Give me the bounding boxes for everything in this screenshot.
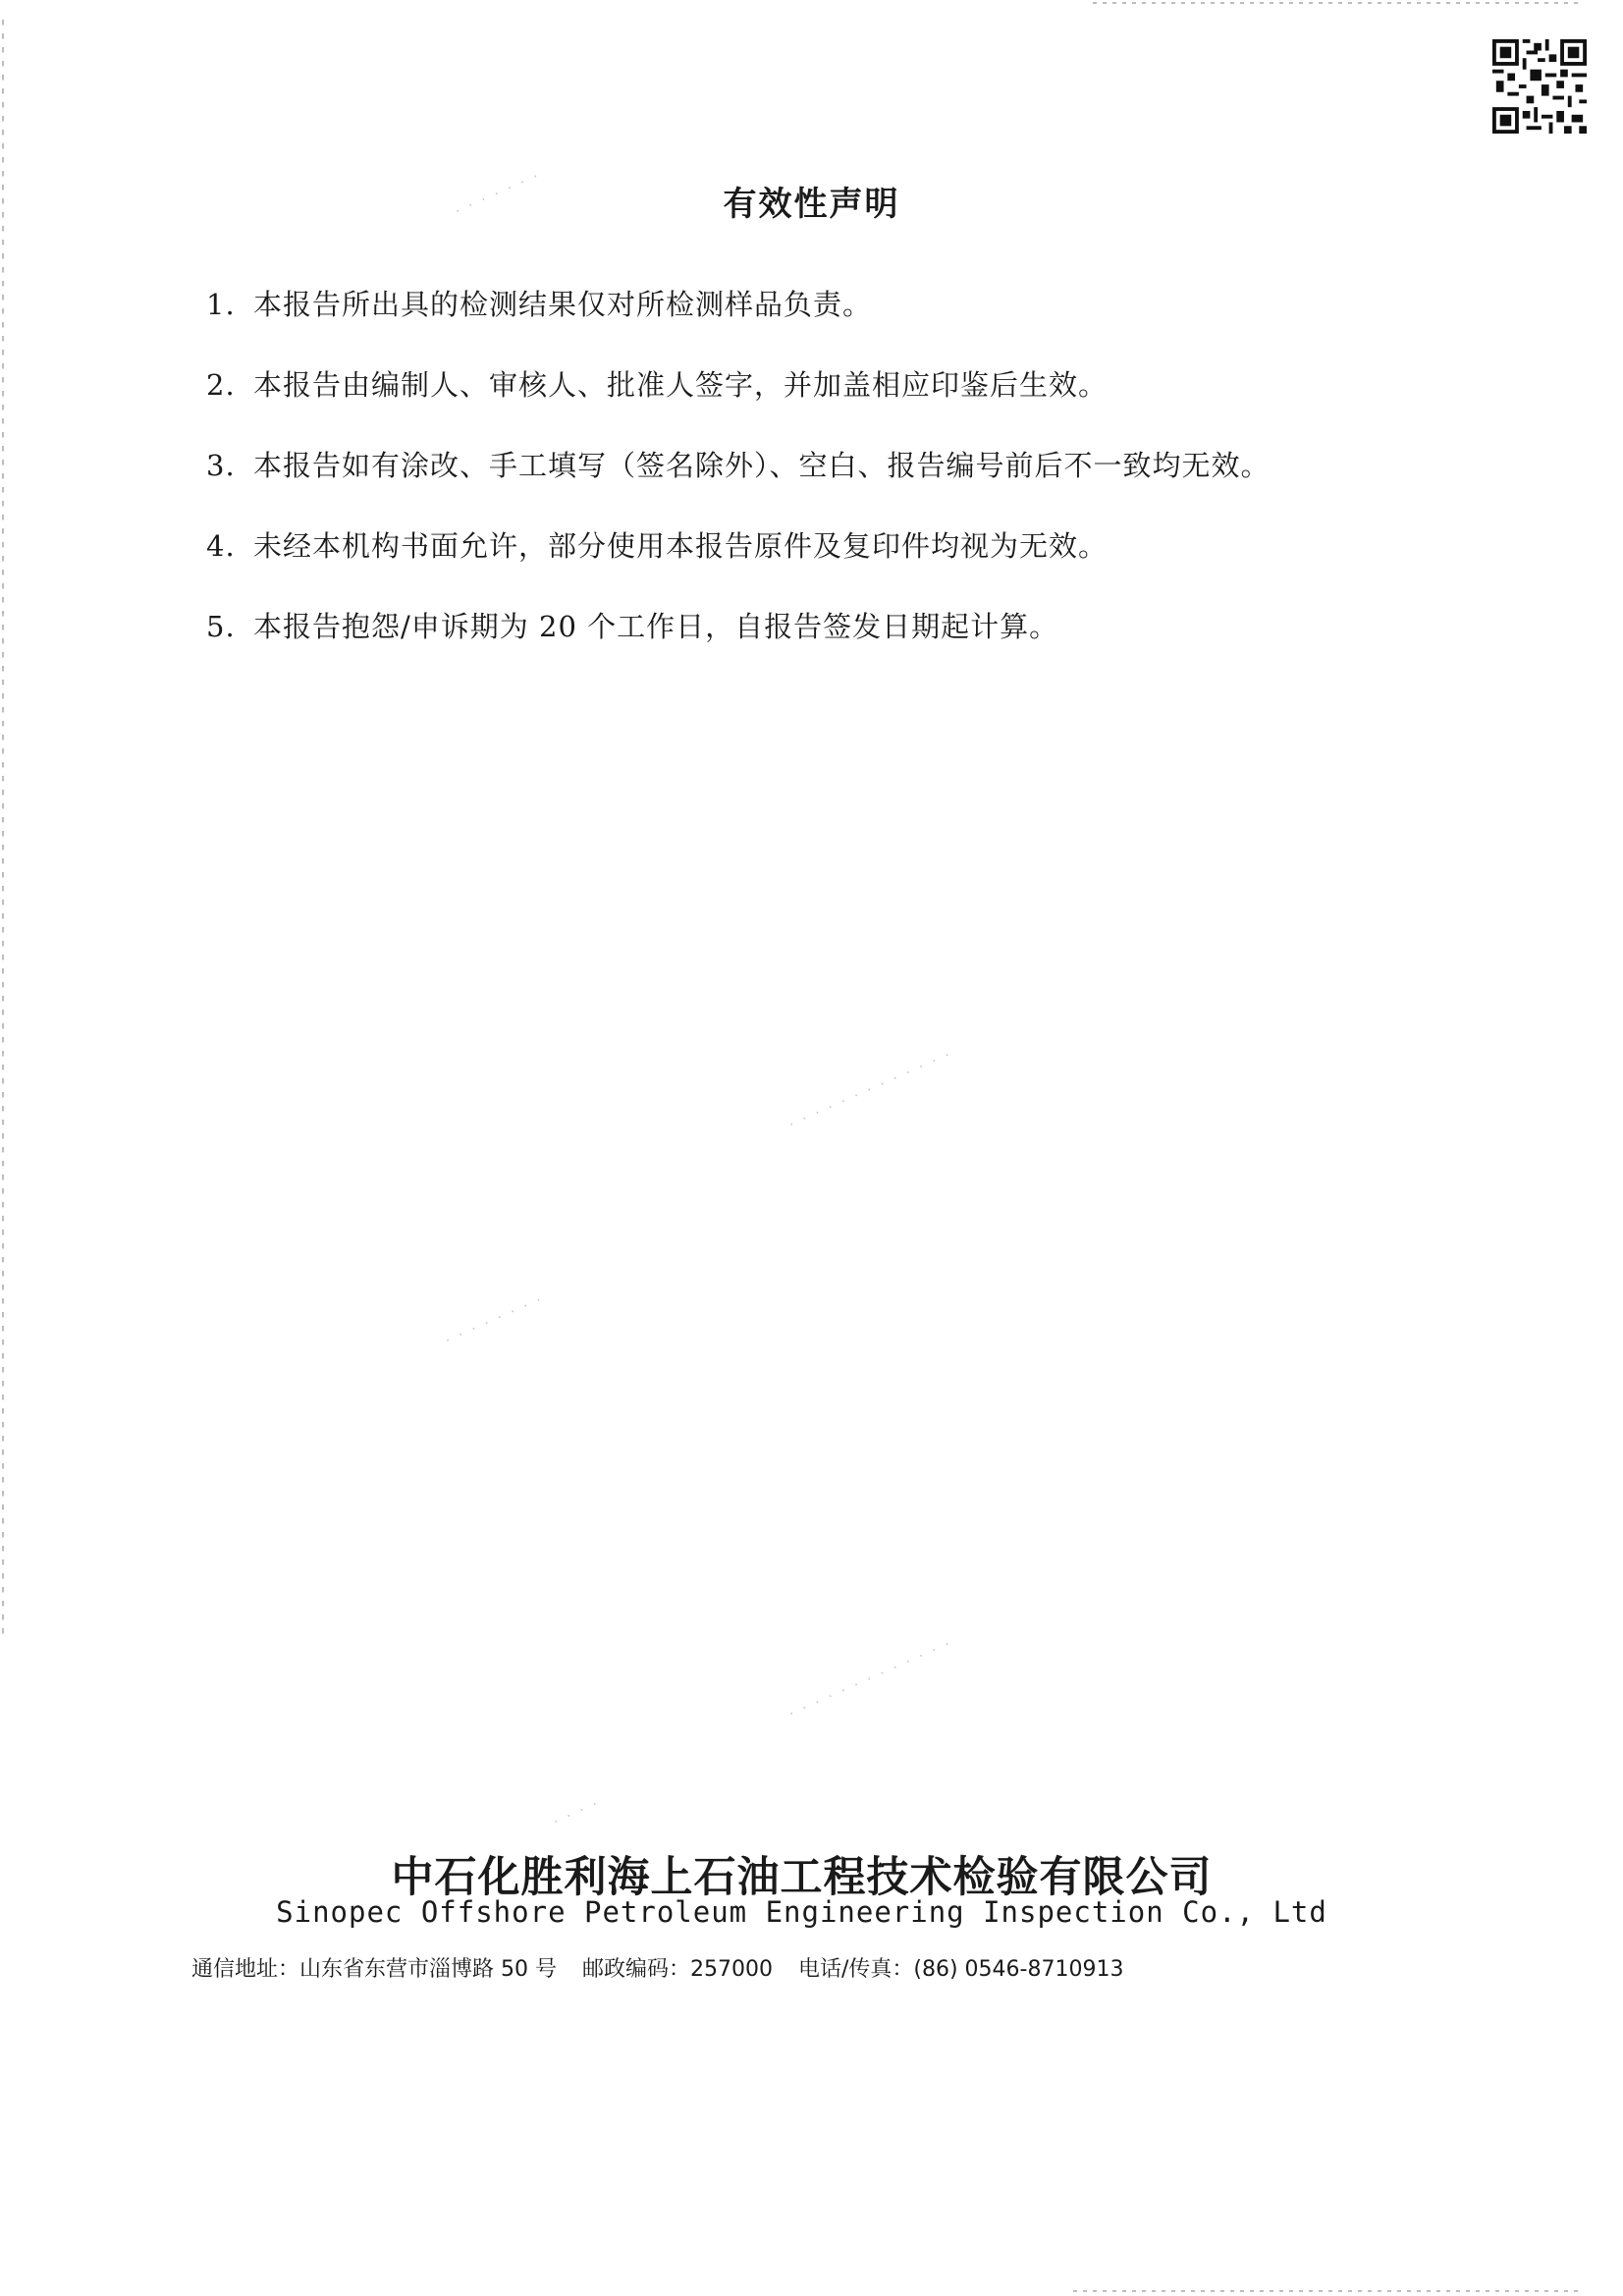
watermark-trace: · · · · · · · · · · · · · (785, 1047, 953, 1132)
watermark-trace: · · · · · · · (452, 168, 542, 219)
scan-edge-bottom (1073, 2290, 1584, 2292)
item-text: 本报告所出具的检测结果仅对所检测样品负责。 (253, 288, 873, 321)
scan-edge-left (2, 20, 4, 1640)
item-text: 本报告如有涂改、手工填写（签名除外）、空白、报告编号前后不一致均无效。 (253, 449, 1271, 482)
phone-fax: 电话/传真：(86) 0546-8710913 (797, 1957, 1124, 1982)
scan-edge-top (1093, 2, 1584, 4)
company-name-cn: 中石化胜利海上石油工程技术检验有限公司 (391, 1853, 1213, 1902)
company-name-en: Sinopec Offshore Petroleum Engineering Inspection Co., Ltd (276, 1895, 1327, 1929)
statement-list (206, 280, 1483, 683)
list-item (206, 280, 1483, 360)
contact-info (191, 1952, 1149, 1983)
list-item (206, 521, 1483, 602)
item-number: 5. (206, 610, 236, 643)
list-item (206, 602, 1483, 683)
item-number: 2. (206, 368, 236, 402)
address: 通信地址：山东省东营市淄博路 50 号 (191, 1957, 557, 1982)
list-item (206, 360, 1483, 441)
item-text: 本报告抱怨/申诉期为 20 个工作日，自报告签发日期起计算。 (253, 610, 1059, 643)
watermark-trace: · · · · · · · · · · · · · (785, 1636, 953, 1722)
page-title: 有效性声明 (723, 185, 900, 224)
list-item (206, 441, 1483, 521)
item-number: 4. (206, 529, 236, 563)
item-text: 未经本机构书面允许，部分使用本报告原件及复印件均视为无效。 (253, 529, 1109, 563)
qr-code-icon (1492, 39, 1587, 134)
item-number: 3. (206, 449, 236, 482)
item-number: 1. (206, 288, 236, 321)
watermark-trace: · · · · · · · · (442, 1291, 545, 1348)
postcode: 邮政编码：257000 (581, 1957, 773, 1982)
item-text: 本报告由编制人、审核人、批准人签字，并加盖相应印鉴后生效。 (253, 368, 1109, 402)
watermark-trace: · · · · (550, 1796, 601, 1830)
